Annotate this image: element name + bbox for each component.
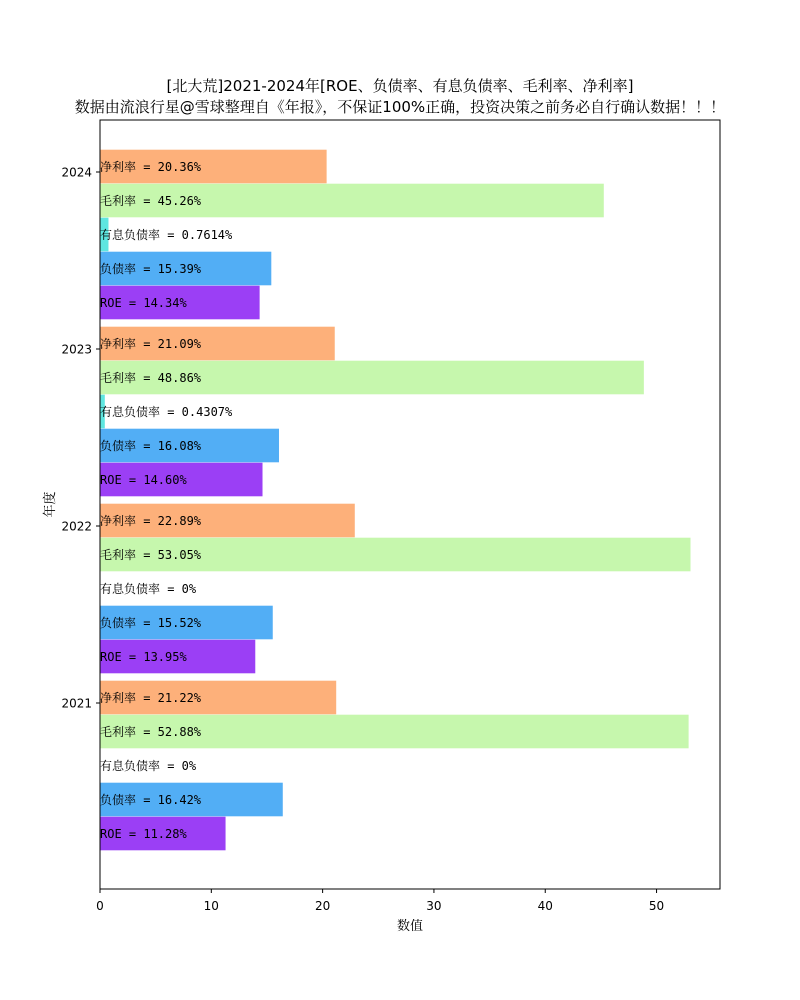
x-axis (96, 889, 664, 913)
bar-label-2023-3: 毛利率 = 48.86% (100, 371, 202, 385)
y-axis-label: 年度 (43, 491, 58, 518)
bar-label-2024-0: ROE = 14.34% (100, 296, 187, 310)
y-tick-label: 2023 (61, 342, 92, 357)
x-tick-label: 0 (96, 899, 104, 913)
x-tick-label: 30 (426, 899, 442, 913)
chart-title: [北大荒]2021-2024年[ROE、负债率、有息负债率、毛利率、净利率] (166, 77, 634, 95)
bar-label-2022-2: 有息负债率 = 0% (100, 582, 197, 596)
bar-label-2024-2: 有息负债率 = 0.7614% (100, 228, 233, 242)
x-tick-label: 20 (314, 899, 331, 913)
y-tick-label: 2021 (61, 696, 92, 711)
chart-subtitle: 数据由流浪行星@雪球整理自《年报》，不保证100%正确，投资决策之前务必自行确认数据！！！ (74, 98, 726, 116)
bar-label-2021-1: 负债率 = 16.42% (100, 793, 202, 807)
bar-label-2021-2: 有息负债率 = 0% (100, 759, 197, 773)
x-tick-label: 40 (537, 899, 553, 913)
bar-label-2022-4: 净利率 = 22.89% (100, 514, 202, 528)
bar-label-2021-4: 净利率 = 21.22% (100, 691, 202, 705)
bars-group (100, 150, 691, 851)
bar-label-2023-4: 净利率 = 21.09% (100, 337, 202, 351)
bar-label-2024-3: 毛利率 = 45.26% (100, 194, 202, 208)
bar-label-2021-0: ROE = 11.28% (100, 827, 187, 841)
bar-label-2021-3: 毛利率 = 52.88% (100, 725, 202, 739)
bar-label-2024-1: 负债率 = 15.39% (100, 262, 202, 276)
bar-label-2024-4: 净利率 = 20.36% (100, 160, 202, 174)
bar-label-2023-2: 有息负债率 = 0.4307% (100, 405, 233, 419)
y-tick-label: 2024 (61, 165, 92, 180)
y-tick-label: 2022 (61, 519, 92, 534)
x-tick-label: 50 (648, 899, 665, 913)
bar-label-2022-1: 负债率 = 15.52% (100, 616, 202, 630)
x-tick-label: 10 (203, 899, 219, 913)
bar-label-2023-1: 负债率 = 16.08% (100, 439, 202, 453)
x-axis-label: 数值 (396, 919, 424, 934)
bar-label-2022-3: 毛利率 = 53.05% (100, 548, 202, 562)
bar-label-2023-0: ROE = 14.60% (100, 473, 187, 487)
bar-label-2022-0: ROE = 13.95% (100, 650, 187, 664)
y-axis (61, 166, 100, 711)
